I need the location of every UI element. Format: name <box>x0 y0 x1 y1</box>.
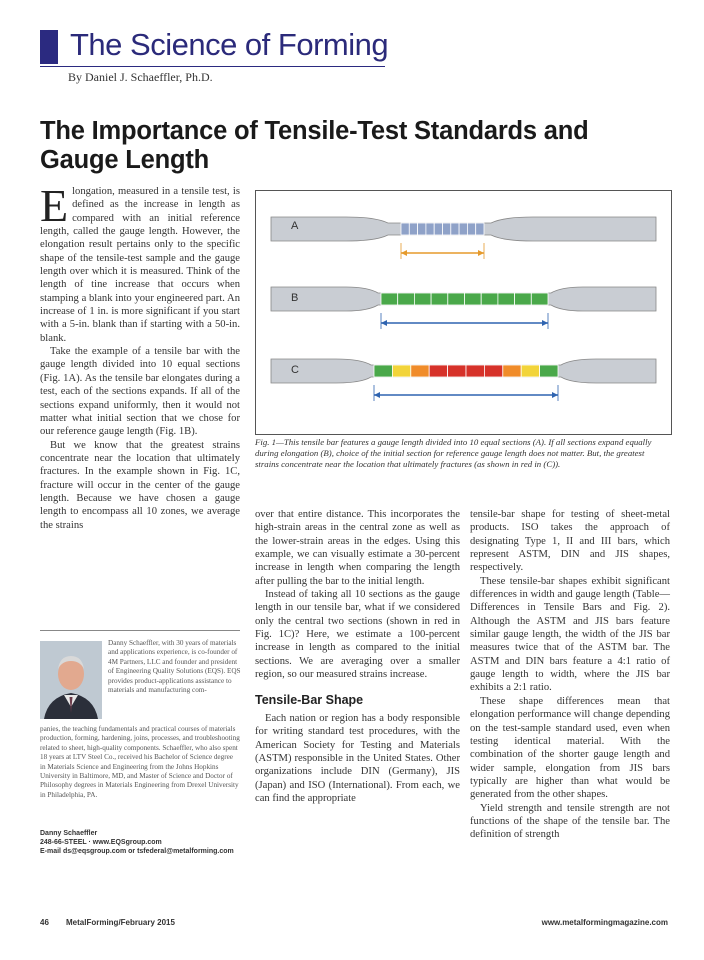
article-headline: The Importance of Tensile-Test Standards and Gauge Length <box>40 117 589 174</box>
gauge-section <box>515 293 532 305</box>
drop-cap: E <box>40 180 69 231</box>
paragraph: But we know that the greatest strains concentrate near the location that ultimately fractures. In the example shown in Fig. 1C, fracture will occur in the center of the gauge length. Because we have chosen a gauge length to encompass all 10 zones, we average the strains <box>40 439 240 531</box>
page-number: 46 <box>40 918 49 927</box>
author-portrait-image <box>40 641 102 719</box>
gauge-section <box>429 365 447 377</box>
gauge-section <box>498 293 515 305</box>
paragraph: Take the example of a tensile bar with the gauge length divided into 10 equal sections (Fig. 1A). As the tensile bar elongates during a test, each of the sections expands. If all of the sections expand uniformly, then it would not matter what initial section that we chose for our reference gauge length (Fig. 1B). <box>40 346 240 438</box>
figure-caption: Fig. 1—This tensile bar features a gauge length divided into 10 equal sections (A). If all sections expand equally during elongation (B), choice of the initial section for reference gauge length does not matter. But, the greatest strains concentrate near the location that ultimately fractures (as shown in red in (C)). <box>255 437 652 469</box>
magazine-url[interactable]: www.metalformingmagazine.com <box>541 918 668 927</box>
gauge-section <box>467 223 475 235</box>
paragraph <box>40 180 240 345</box>
paragraph: tensile-bar shape for testing of sheet-metal products. ISO takes the approach of designating Type 1, II and III bars, which represent ASTM, DIN and JIS shapes, respectively. <box>470 509 670 574</box>
figure-label-a: A <box>291 220 299 232</box>
figure-label-c: C <box>291 364 299 376</box>
gauge-section <box>451 223 459 235</box>
author-photo <box>40 641 102 719</box>
gauge-section <box>540 365 558 377</box>
bio-text-full: panies, the teaching fundamentals and practical courses of materials production, forming, hardening, joins, processes, and troubleshooting related to sheet, high-quality components. Schaeffler, who also spent 18 years at LTV Steel Co., received his Bachelor of Science degree in Materials Science and Engineering from the Johns Hopkins University in Baltimore, MD, and Master of Science and Doctor of Philosophy degrees in Materials Engineering from Drexel University in Philadelphia, PA. <box>40 725 240 799</box>
gauge-section <box>521 365 539 377</box>
author-email[interactable]: E-mail ds@eqsgroup.com or tsfederal@metalforming.com <box>40 848 234 855</box>
gauge-section <box>411 365 429 377</box>
section-color-bar <box>40 30 58 64</box>
paragraph: Yield strength and tensile strength are not functions of the shape of the tensile bar. The definition of strength <box>470 802 670 841</box>
gauge-section <box>409 223 417 235</box>
section-title: The Science of Forming <box>70 27 389 62</box>
gauge-section <box>484 365 502 377</box>
section-rule <box>40 66 385 67</box>
magazine-issue: MetalForming/February 2015 <box>66 918 175 927</box>
gauge-section <box>426 223 434 235</box>
tensile-bar-c <box>271 359 656 401</box>
gauge-section <box>414 293 431 305</box>
paragraph: These shape differences mean that elongation performance will change depending on the test-sample standard used, even when testing identical material. With the combination of the shorter gauge length and wider sample, elongation from JIS bars typically are higher than what would be generated from the other shapes. <box>470 695 670 801</box>
paragraph: Each nation or region has a body responsible for writing standard test procedures, with the American Society for Testing and Materials (ASTM) responsible in the United States. Other organizations include DIN (Germany), JIS (Japan) and ISO (International). From each, we can find the appropriate <box>255 712 460 804</box>
bio-divider <box>40 630 240 631</box>
byline: By Daniel J. Schaeffler, Ph.D. <box>68 70 213 84</box>
author-phone[interactable]: 248-66-STEEL · www.EQSgroup.com <box>40 839 162 846</box>
gauge-section <box>466 365 484 377</box>
tensile-bar-diagram <box>256 191 671 434</box>
gauge-section <box>531 293 548 305</box>
gauge-section <box>431 293 448 305</box>
bio-contact <box>40 829 240 856</box>
gauge-section <box>465 293 482 305</box>
figure-label-b: B <box>291 292 299 304</box>
gauge-section <box>476 223 484 235</box>
gauge-section <box>448 293 465 305</box>
gauge-section <box>374 365 392 377</box>
paragraph: Instead of taking all 10 sections as the gauge length in our tensile bar, what if we considered only the central two sections (shown in red in Fig. 1C)? Here, we estimate a 100-percent increase in length as compared to the initial sections. We are averaging over a smaller region, so our measured strains increase. <box>255 589 460 681</box>
gauge-section <box>459 223 467 235</box>
column-3 <box>470 508 670 842</box>
bio-text-short: Danny Schaeffler, with 30 years of materials and applications experience, is co-founder of 4M Partners, LLC and founder and president of Engineering Quality Solutions (EQS). EQS provides product-applications assistance to materials and manufacturing com- <box>108 639 241 695</box>
gauge-section <box>434 223 442 235</box>
tensile-bar-b <box>271 287 656 329</box>
paragraph: over that entire distance. This incorporates the high-strain areas in the central zone as well as the lower-strain areas in the edges. Using this example, we can visually estimate a 30-percent increase in length when comparing the length after pulling the bar to the initial length. <box>255 509 460 587</box>
gauge-section <box>418 223 426 235</box>
tensile-bar-a <box>271 217 656 259</box>
paragraph: These tensile-bar shapes exhibit significant differences in width and gauge length (Table—Differences in Tensile Bars and Fig. 2). Although the ASTM and JIS bars feature similar gauge length, the width of the JIS bar measures twice that of the ASTM bar. The ASTM and DIN bars feature a 4:1 ratio of gauge length to width, where the JIS bar exhibits a 2:1 ratio. <box>470 575 670 694</box>
gauge-section <box>381 293 398 305</box>
figure-tensile-bars <box>255 190 672 435</box>
gauge-section <box>398 293 415 305</box>
column-1 <box>40 180 240 532</box>
gauge-section <box>503 365 521 377</box>
gauge-section <box>392 365 410 377</box>
subhead-tensile-bar-shape: Tensile-Bar Shape <box>255 693 364 708</box>
gauge-section <box>401 223 409 235</box>
gauge-section <box>448 365 466 377</box>
gauge-section <box>443 223 451 235</box>
paragraph-text: longation, measured in a tensile test, is defined as the increase in length as compared with an initial reference length, called the gauge length. However, the elongation result pertains only to the specific shape of the tensile-test sample and the gauge length over which it is measured. Think of the length of tine increase that occurs when stamping a blank into your engineered part. An increase of 1 in. is more significant if you start with a 5-in. blank than if starting with a 50-in. blank. <box>40 186 240 344</box>
gauge-section <box>481 293 498 305</box>
author-name: Danny Schaeffler <box>40 830 98 837</box>
column-2 <box>255 508 460 805</box>
